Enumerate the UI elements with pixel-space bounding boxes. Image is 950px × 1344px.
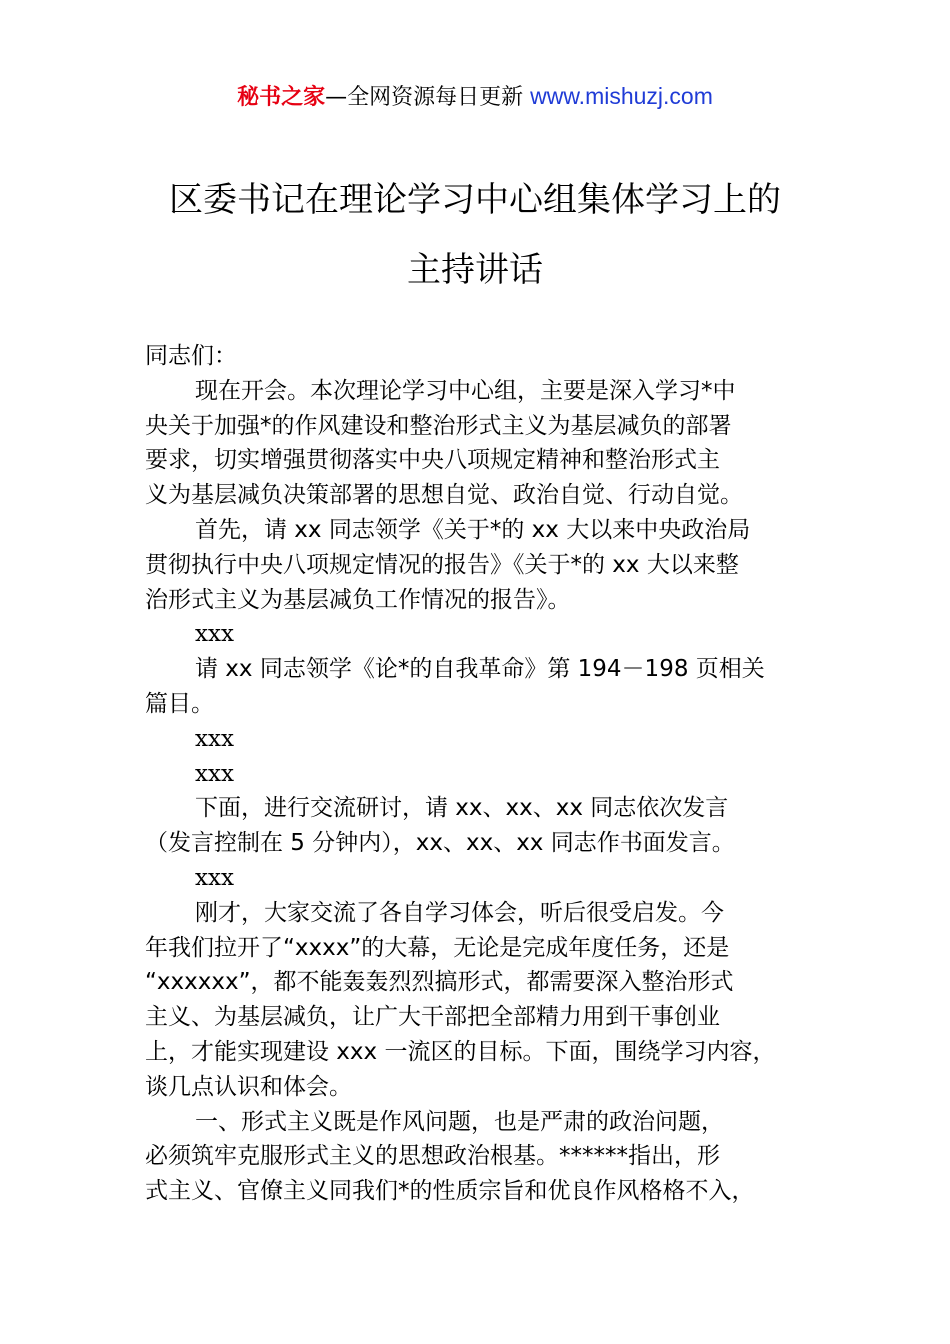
body-line: 央关于加强*的作风建设和整治形式主义为基层减负的部署 [145, 412, 732, 439]
body-line: 治形式主义为基层减负工作情况的报告》。 [145, 586, 571, 613]
site-brand: 秘书之家 [237, 85, 326, 110]
body-line: 主义、为基层减负，让广大干部把全部精力用到干事创业 [145, 1004, 720, 1031]
body-line: xxx [195, 725, 234, 752]
body-line: 必须筑牢克服形式主义的思想政治根基。******指出，形 [145, 1143, 720, 1170]
document-title-line-1: 区委书记在理论学习中心组集体学习上的 [169, 180, 781, 220]
header-tagline: 全网资源每日更新 [347, 85, 524, 110]
document-title-line-2: 主持讲话 [407, 250, 543, 290]
body-line: xxx [195, 621, 234, 648]
site-header [0, 82, 950, 112]
document-body [145, 339, 835, 1209]
body-line: 年我们拉开了“xxxx”的大幕，无论是完成年度任务，还是 [145, 934, 730, 961]
body-line: “xxxxxx”，都不能轰轰烈烈搞形式，都需要深入整治形式 [145, 969, 734, 996]
body-line: xxx [195, 760, 234, 787]
body-line: 下面，进行交流研讨，请 xx、xx、xx 同志依次发言 [195, 795, 729, 822]
body-line: 同志们： [145, 343, 237, 369]
body-line: 刚才，大家交流了各自学习体会，听后很受启发。今 [195, 899, 724, 926]
body-line: xxx [195, 864, 234, 891]
header-separator: — [325, 85, 348, 110]
body-line: 上，才能实现建设 xxx 一流区的目标。下面，围绕学习内容， [145, 1038, 776, 1065]
body-line: 式主义、官僚主义同我们*的性质宗旨和优良作风格格不入， [145, 1178, 755, 1205]
body-line: 首先，请 xx 同志领学《关于*的 xx 大以来中央政治局 [195, 516, 751, 543]
body-line: 贯彻执行中央八项规定情况的报告》《关于*的 xx 大以来整 [145, 551, 739, 578]
site-url-link[interactable]: www.mishuzj.com [530, 83, 713, 109]
body-line: 现在开会。本次理论学习中心组，主要是深入学习*中 [195, 377, 736, 404]
body-line: 要求，切实增强贯彻落实中央八项规定精神和整治形式主 [145, 447, 720, 474]
body-line: （发言控制在 5 分钟内），xx、xx、xx 同志作书面发言。 [145, 830, 735, 857]
body-line: 请 xx 同志领学《论*的自我革命》第 194－198 页相关 [195, 656, 765, 683]
body-line: 义为基层减负决策部署的思想自觉、政治自觉、行动自觉。 [145, 482, 743, 509]
body-line: 谈几点认识和体会。 [145, 1073, 352, 1100]
body-line: 一、形式主义既是作风问题，也是严肃的政治问题， [195, 1108, 724, 1135]
body-line: 篇目。 [145, 690, 214, 717]
